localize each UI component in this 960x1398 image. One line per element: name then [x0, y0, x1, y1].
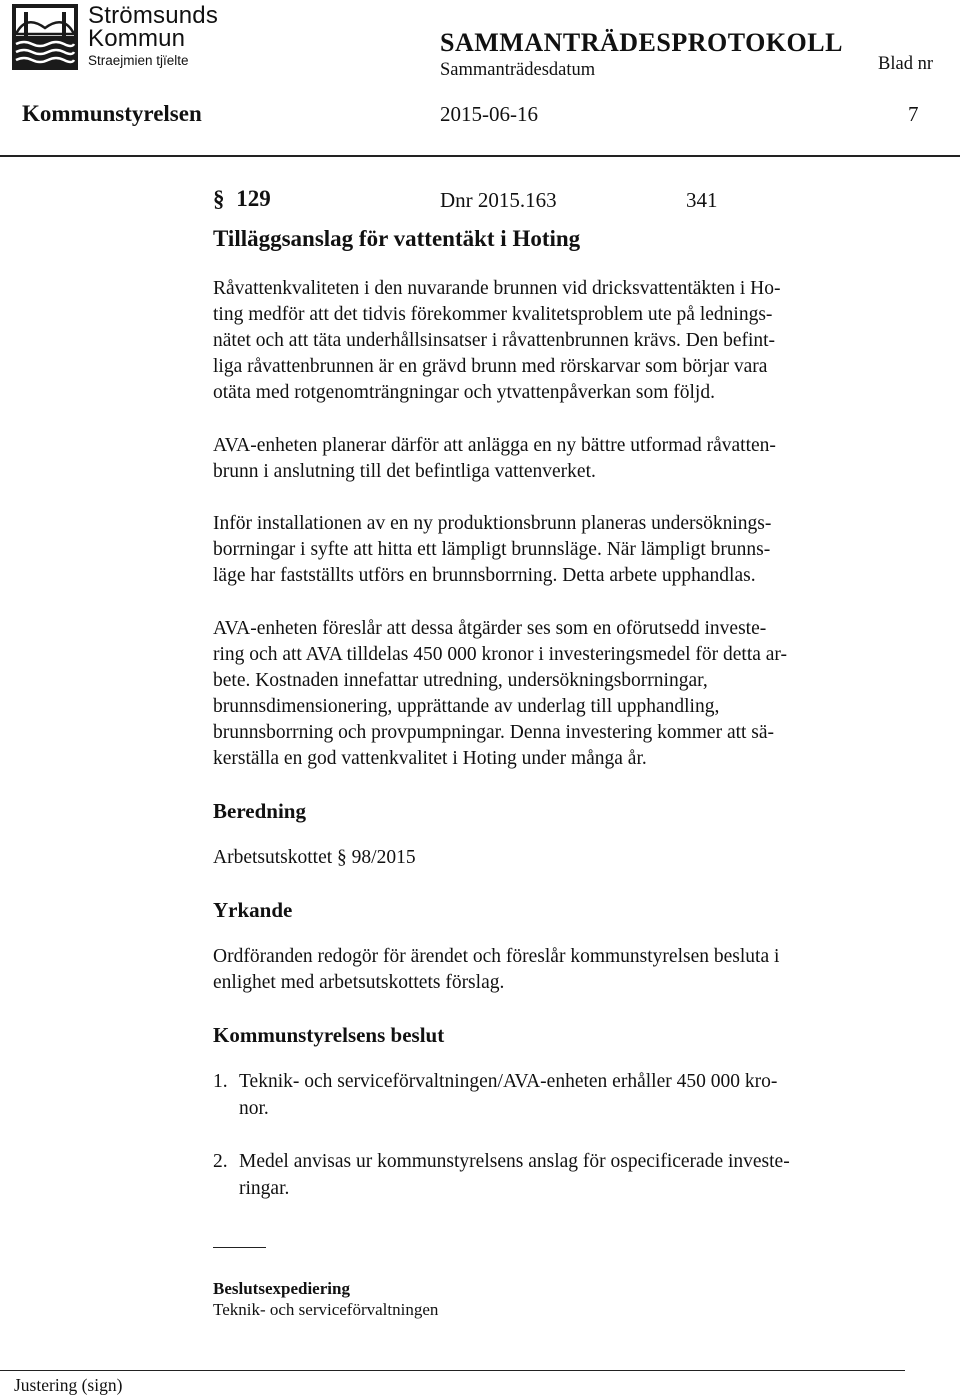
- paragraph-line: nätet och att täta underhållsinsatser i råvattenbrunnen krävs. Den befint-: [213, 330, 776, 351]
- paragraph-2: [213, 433, 913, 485]
- paragraph-line: otäta med rotgenomträngningar och ytvattenpåverkan som följd.: [213, 382, 715, 403]
- paragraph-line: Råvattenkvaliteten i den nuvarande brunnen vid dricksvattentäkten i Ho-: [213, 278, 781, 299]
- footer-divider: [0, 1370, 905, 1371]
- paragraph-line: Ordföranden redogör för ärendet och föreslår kommunstyrelsen besluta i: [213, 946, 780, 967]
- archive-code: 341: [686, 188, 718, 212]
- separator-line: [213, 1247, 266, 1248]
- document-title: SAMMANTRÄDESPROTOKOLL: [440, 28, 843, 57]
- paragraph-3: [213, 511, 913, 589]
- paragraph-line: brunnsdimensionering, upprättande av underlag till upphandling,: [213, 696, 720, 717]
- paragraph-line: brunn i anslutning till det befintliga vattenverket.: [213, 461, 596, 482]
- paragraph-line: enlighet med arbetsutskottets förslag.: [213, 972, 505, 993]
- meeting-date: 2015-06-16: [440, 102, 538, 126]
- yrkande-text: [213, 944, 913, 996]
- paragraph-line: kerställa en god vattenkvalitet i Hoting under många år.: [213, 748, 647, 769]
- list-line: Medel anvisas ur kommunstyrelsens anslag för ospecificerade investe-: [239, 1151, 790, 1172]
- logo-line-1: Strömsunds: [88, 2, 219, 29]
- paragraph-4: [213, 616, 913, 772]
- list-line: ringar.: [239, 1178, 290, 1199]
- organization-name: Kommunstyrelsen: [22, 101, 202, 126]
- decision-item-1: [213, 1068, 913, 1122]
- yrkande-heading: Yrkande: [213, 898, 293, 922]
- paragraph-1: [213, 276, 913, 406]
- page-label: Blad nr: [878, 54, 933, 74]
- list-line: nor.: [239, 1098, 269, 1119]
- diary-number: Dnr 2015.163: [440, 188, 557, 212]
- list-number: 2.: [213, 1151, 228, 1172]
- paragraph-line: AVA-enheten planerar därför att anlägga en ny bättre utformad råvatten-: [213, 435, 776, 456]
- paragraph-line: ring och att AVA tilldelas 450 000 kronor i investeringsmedel för detta ar-: [213, 644, 788, 665]
- list-line: Teknik- och serviceförvaltningen/AVA-enheten erhåller 450 000 kro-: [239, 1071, 778, 1092]
- paragraph-line: bete. Kostnaden innefattar utredning, undersökningsborrningar,: [213, 670, 708, 691]
- list-text: [239, 1068, 913, 1122]
- logo-line-2: Kommun: [88, 25, 186, 52]
- section-mark: §: [213, 186, 225, 211]
- page-number: 7: [908, 102, 919, 126]
- case-title: Tilläggsanslag för vattentäkt i Hoting: [213, 226, 581, 251]
- beredning-heading: Beredning: [213, 799, 306, 823]
- paragraph-line: borrningar i syfte att hitta ett lämpligt brunnsläge. När lämpligt brunns-: [213, 539, 771, 560]
- distribution-recipient: Teknik- och serviceförvaltningen: [213, 1300, 439, 1319]
- paragraph-line: Inför installationen av en ny produktionsbrunn planeras undersöknings-: [213, 513, 772, 534]
- decision-item-2: [213, 1148, 913, 1202]
- paragraph-line: läge har fastställts utförs en brunnsborrning. Detta arbete upphandlas.: [213, 565, 756, 586]
- paragraph-line: ting medför att det tidvis förekommer kvalitetsproblem ute på lednings-: [213, 304, 773, 325]
- logo-line-3: Straejmien tjïelte: [88, 53, 189, 68]
- municipality-logo: [12, 4, 227, 74]
- paragraph-line: brunnsborrning och provpumpningar. Denna investering kommer att sä-: [213, 722, 775, 743]
- paragraph-line: liga råvattenbrunnen är en grävd brunn med rörskarvar som börjar vara: [213, 356, 768, 377]
- justering-label: Justering (sign): [14, 1375, 123, 1395]
- section-value: 129: [236, 186, 271, 211]
- list-number: 1.: [213, 1071, 228, 1092]
- beredning-text: Arbetsutskottet § 98/2015: [213, 847, 416, 868]
- header-divider: [0, 155, 960, 157]
- paragraph-line: AVA-enheten föreslår att dessa åtgärder ses som en oförutsedd investe-: [213, 618, 767, 639]
- bridge-emblem-icon: [12, 4, 78, 70]
- distribution-heading: Beslutsexpediering: [213, 1279, 350, 1298]
- meeting-date-label: Sammanträdesdatum: [440, 60, 596, 80]
- decision-heading: Kommunstyrelsens beslut: [213, 1023, 445, 1047]
- logo-wordmark: [88, 4, 218, 68]
- section-number: [213, 186, 271, 212]
- list-text: [239, 1148, 913, 1202]
